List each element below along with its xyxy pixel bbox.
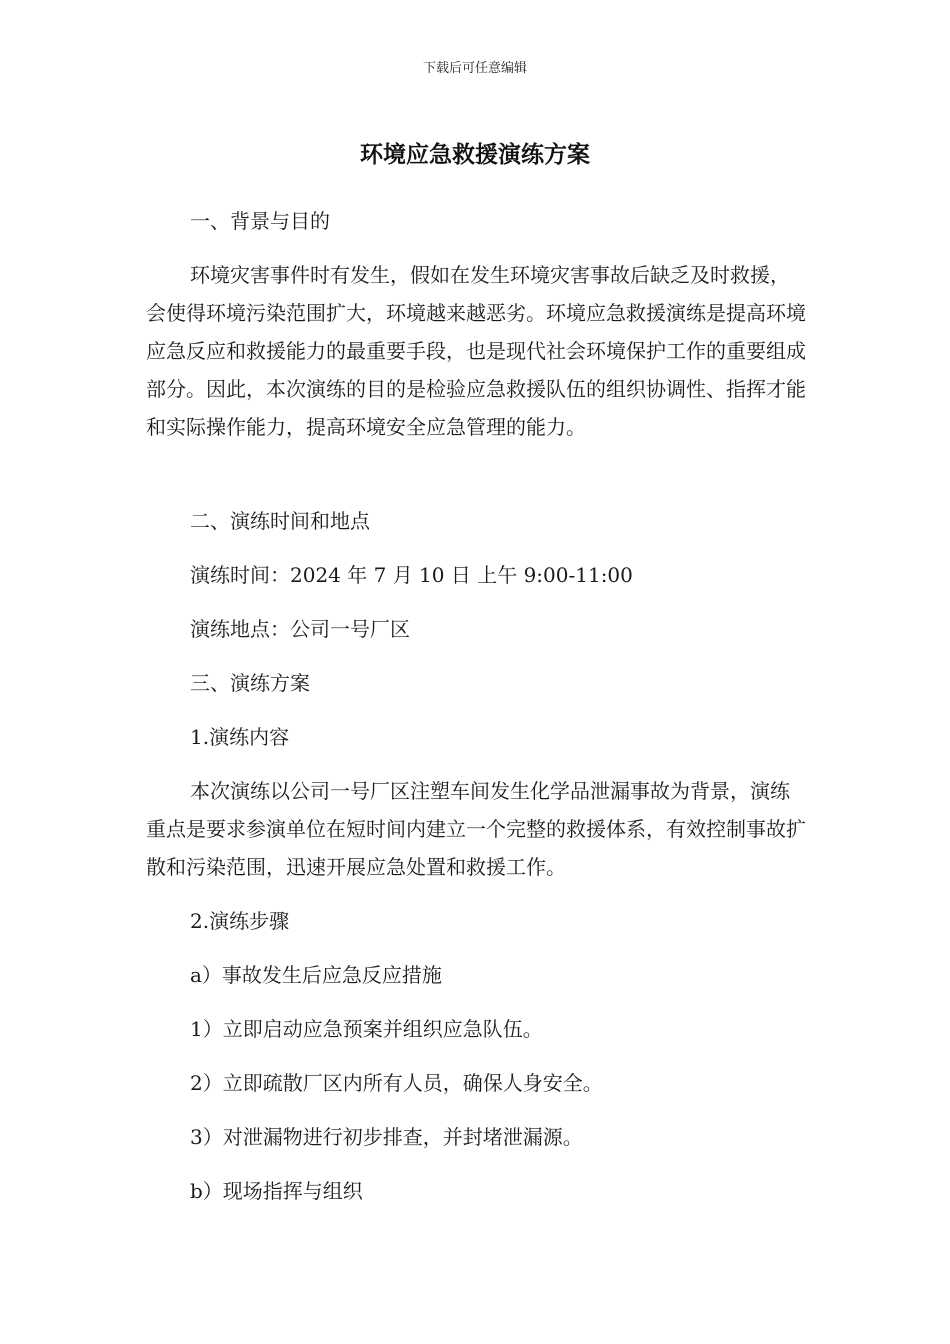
subsection-heading: 1.演练内容: [190, 725, 290, 749]
drill-time-block: [146, 556, 806, 594]
section-3-heading-block: [146, 664, 806, 702]
section-heading: 三、演练方案: [190, 671, 310, 695]
section-1-paragraph-block: [146, 256, 806, 446]
section-2-heading-block: [146, 502, 806, 540]
section-heading: 二、演练时间和地点: [190, 509, 370, 533]
list-item: 1）立即启动应急预案并组织应急队伍。: [190, 1017, 543, 1041]
subsection-1-paragraph-block: [146, 772, 806, 886]
drill-place: 演练地点：公司一号厂区: [190, 617, 410, 641]
list-item: 2）立即疏散厂区内所有人员，确保人身安全。: [190, 1071, 603, 1095]
section-heading: 一、背景与目的: [190, 209, 330, 233]
paragraph: 环境灾害事件时有发生，假如在发生环境灾害事故后缺乏及时救援，会使得环境污染范围扩大，环境越来越恶劣。环境应急救援演练是提高环境应急反应和救援能力的最重要手段，也是现代社会环境保护工作的重要组成部分。因此，本次演练的目的是检验应急救援队伍的组织协调性、指挥才能和实际操作能力，提高环境安全应急管理的能力。: [146, 263, 806, 439]
item-a-2-block: [146, 1064, 806, 1102]
drill-place-block: [146, 610, 806, 648]
item-b-heading-block: [146, 1172, 806, 1210]
item-a-heading-block: [146, 956, 806, 994]
subsection-heading: 2.演练步骤: [190, 909, 290, 933]
item-a-3-block: [146, 1118, 806, 1156]
list-item: 3）对泄漏物进行初步排查，并封堵泄漏源。: [190, 1125, 583, 1149]
subsection-1-heading-block: [146, 718, 806, 756]
section-1-heading-block: [146, 202, 806, 240]
subsection-2-heading-block: [146, 902, 806, 940]
item-a-1-block: [146, 1010, 806, 1048]
item-heading: b）现场指挥与组织: [190, 1179, 363, 1203]
document-title: 环境应急救援演练方案: [360, 142, 590, 168]
drill-time: 演练时间：2024 年 7 月 10 日 上午 9:00-11:00: [190, 563, 633, 587]
page-header: 下载后可任意编辑: [422, 61, 527, 76]
paragraph: 本次演练以公司一号厂区注塑车间发生化学品泄漏事故为背景，演练重点是要求参演单位在短时间内建立一个完整的救援体系，有效控制事故扩散和污染范围，迅速开展应急处置和救援工作。: [146, 779, 806, 879]
item-heading: a）事故发生后应急反应措施: [190, 963, 442, 987]
